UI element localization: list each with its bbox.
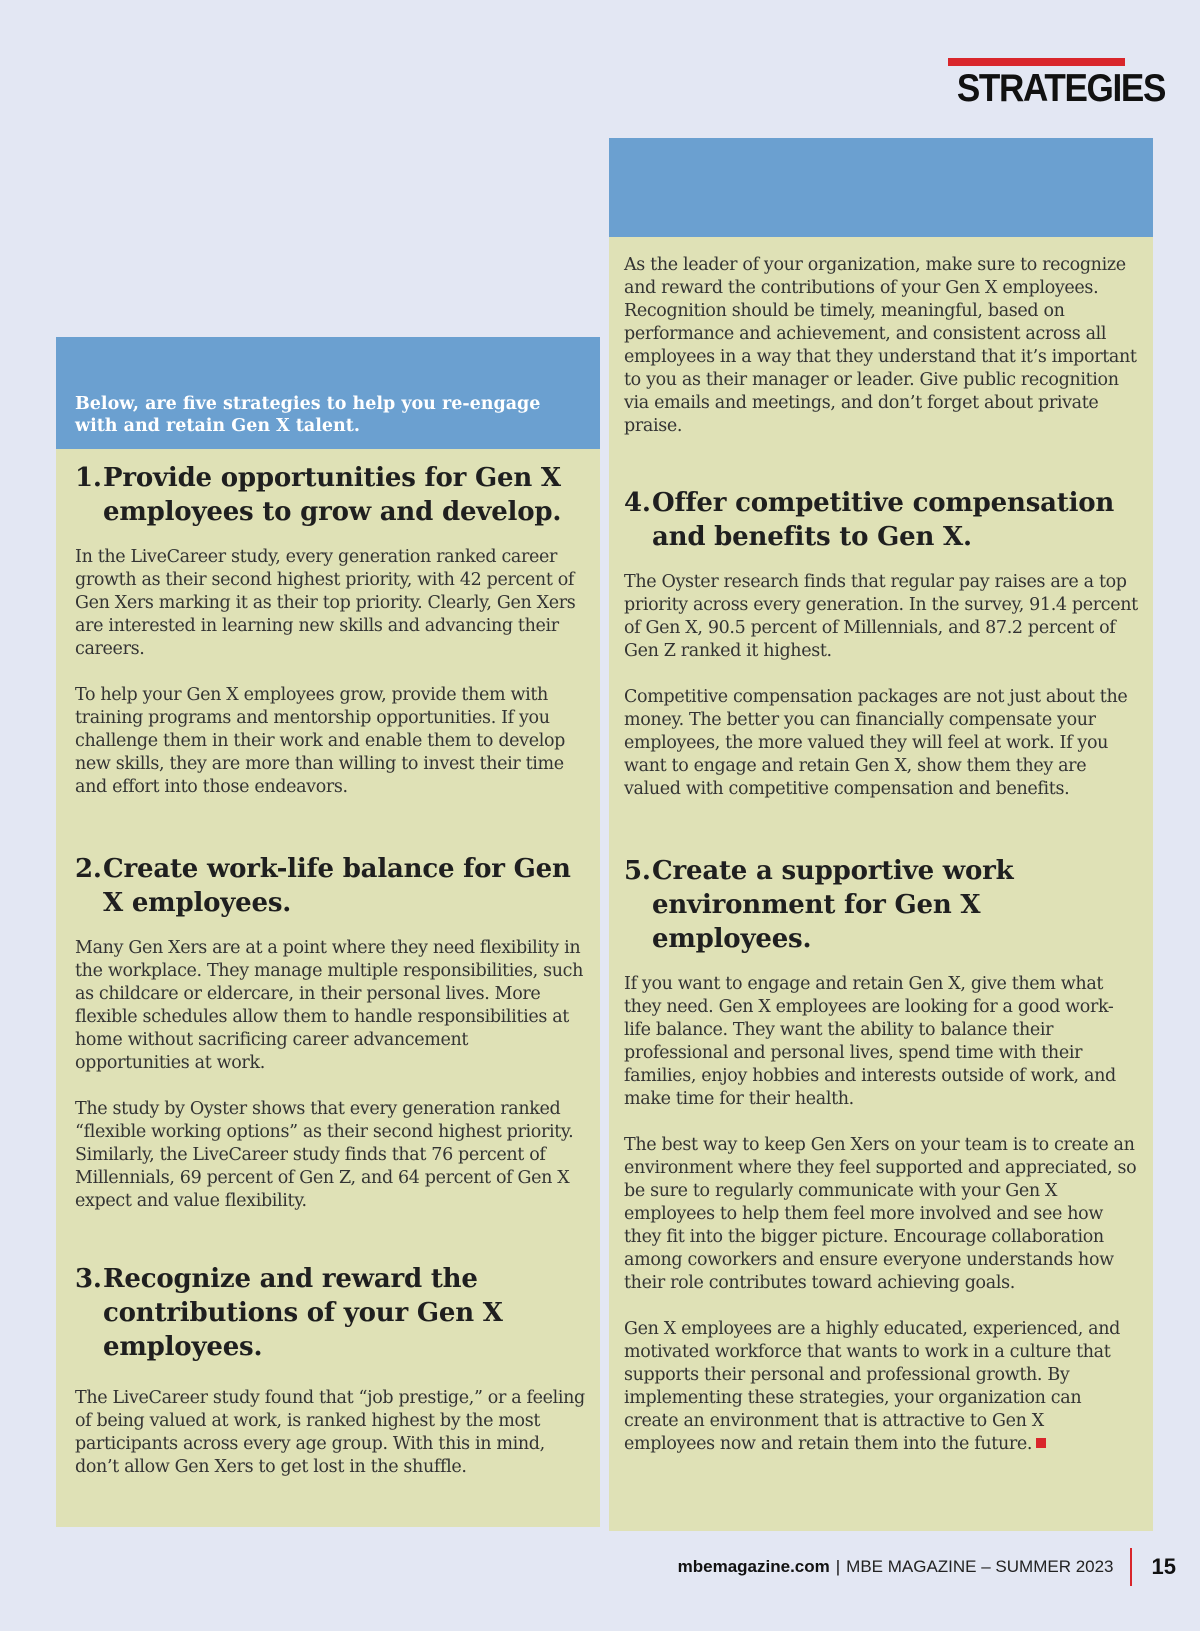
strategy-4-number: 4. [624,488,651,518]
strategy-5-paragraph-3-text: Gen X employees are a highly educated, experienced, and motivated workforce that wants to work in a culture that supports their personal and professional growth. By implementing these strategies, your organization can create an environment that is attractive to Gen X employees now and retain them into the future. [624,1319,1121,1454]
page-footer [678,1548,1176,1586]
strategy-4-title: Offer competitive compensation and benefits to Gen X. [652,488,1115,552]
footer-separator: | [835,1557,841,1576]
strategy-1-heading [75,461,586,529]
strategy-4-paragraph-2: Competitive compensation packages are not just about the money. The better you can financially compensate your employees, the more valued they will feel at work. If you want to engage and retain Gen X, show them they are valued with competitive compensation and benefits. [624,687,1128,799]
strategy-5-number: 5. [624,856,651,886]
strategy-5-title: Create a supportive work environment for Gen X employees. [652,856,1014,954]
strategy-3-paragraph-2: As the leader of your organization, make sure to recognize and reward the contributions of your Gen X employees. Recognition should be timely, meaningful, based on performance and achievement, and consistent across all employees in a way that they understand that it’s important to you as their manager or leader. Give public recognition via emails and meetings, and don’t forget about private praise. [624,255,1137,436]
strategy-2-number: 2. [75,854,102,884]
strategy-5-paragraph-2: The best way to keep Gen Xers on your team is to create an environment where they feel supported and appreciated, so be sure to regularly communicate with your Gen X employees to help them feel more involved and see how they fit into the bigger picture. Encourage collaboration among coworkers and ensure everyone understands how their role contributes toward achieving goals. [624,1135,1137,1293]
left-column [56,337,600,1527]
right-column-content [609,254,1153,1456]
section-tag-bar [948,58,1125,66]
strategy-2-paragraph-1: Many Gen Xers are at a point where they need flexibility in the workplace. They manage multiple responsibilities, such as childcare or eldercare, in their personal lives. More flexible schedules allow them to handle responsibilities at home without sacrificing career advancement opportunities at work. [75,938,584,1073]
strategy-2-title: Create work-life balance for Gen X employees. [103,854,571,918]
footer-issue: MBE MAGAZINE – SUMMER 2023 [846,1557,1114,1576]
strategy-5-heading [624,854,1139,956]
intro-panel [56,337,600,449]
strategy-3-paragraph-1: The LiveCareer study found that “job prestige,” or a feeling of being valued at work, is ranked highest by the most participants across every age group. With this in mind, don’t allow Gen Xers to get lost in the shuffle. [75,1388,585,1477]
intro-text: Below, are five strategies to help you re-engage with and retain Gen X talent. [75,394,541,436]
strategy-2-paragraph-2: The study by Oyster shows that every generation ranked “flexible working options” as their second highest priority. Similarly, the LiveCareer study finds that 76 percent of Millennials, 69 percent of Gen Z, and 64 percent of Gen X expect and value flexibility. [75,1099,574,1211]
page-number: 15 [1151,1554,1176,1579]
right-column [609,138,1153,1531]
strategy-3-heading [75,1262,586,1364]
strategy-1-title: Provide opportunities for Gen X employees to grow and develop. [103,463,562,527]
footer-divider [1130,1548,1132,1586]
strategy-5-paragraph-1: If you want to engage and retain Gen X, give them what they need. Gen X employees are looking for a good work-life balance. They want the ability to balance their professional and personal lives, spend time with their families, enjoy hobbies and interests outside of work, and make time for their health. [624,974,1116,1109]
strategy-4-heading [624,486,1139,554]
header-panel [609,138,1153,237]
strategy-3-title: Recognize and reward the contributions of your Gen X employees. [103,1264,503,1362]
left-column-content [56,461,600,1479]
section-label: STRATEGIES [956,67,1166,110]
strategy-1-paragraph-2: To help your Gen X employees grow, provide them with training programs and mentorship opportunities. If you challenge them in their work and enable them to develop new skills, they are more than willing to invest their time and effort into those endeavors. [75,685,566,797]
strategy-3-number: 3. [75,1264,102,1294]
footer-site: mbemagazine.com [677,1557,830,1576]
strategy-1-paragraph-1: In the LiveCareer study, every generation ranked career growth as their second highest priority, with 42 percent of Gen Xers marking it as their top priority. Clearly, Gen Xers are interested in learning new skills and advancing their careers. [75,547,576,659]
end-mark-icon [1036,1438,1046,1448]
strategy-2-heading [75,852,586,920]
section-tag [948,58,1166,110]
strategy-1-number: 1. [75,463,102,493]
strategy-4-paragraph-1: The Oyster research finds that regular pay raises are a top priority across every generation. In the survey, 91.4 percent of Gen X, 90.5 percent of Millennials, and 87.2 percent of Gen Z ranked it highest. [624,572,1138,661]
strategy-5-paragraph-3 [624,1318,1139,1456]
